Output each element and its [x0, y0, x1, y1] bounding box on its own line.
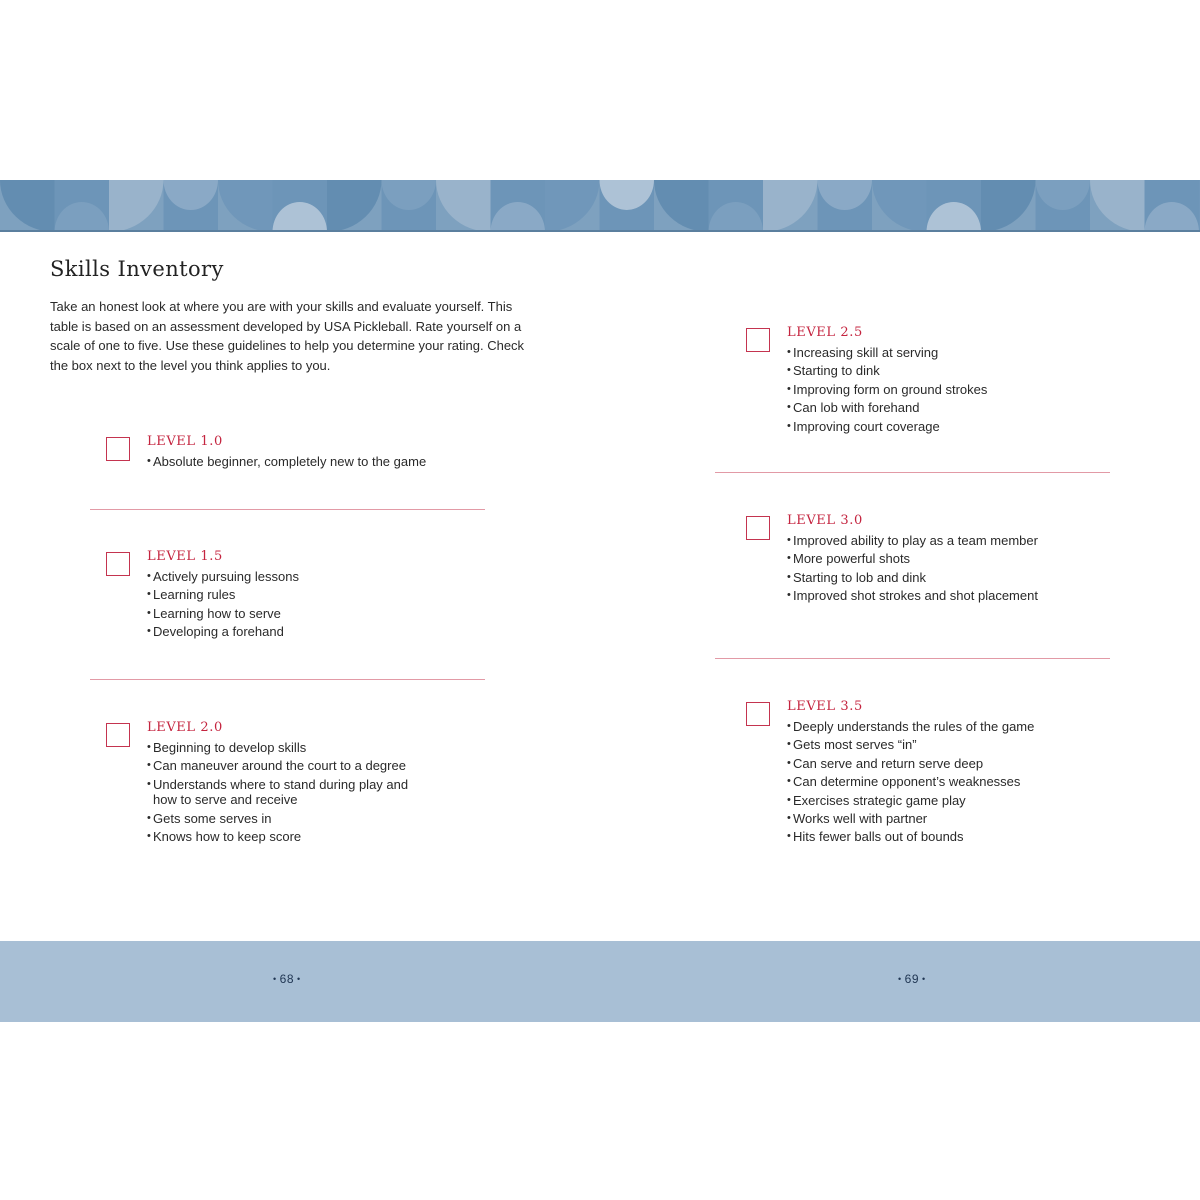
bullet-list: [787, 345, 1067, 437]
intro-paragraph: Take an honest look at where you are with your skills and evaluate yourself. This table is based on an assessment developed by USA Pickleball. Rate yourself on a scale of one to five. Use these guidelines to help you determine your rating. Check the box next to the level you think applies to you.: [50, 299, 525, 373]
list-item: • Deeply understands the rules of the game: [787, 719, 1067, 735]
decorative-banner: [0, 180, 1200, 232]
level-1-0-checkbox[interactable]: [106, 437, 130, 461]
list-item: • Developing a forehand: [147, 624, 427, 640]
level-3-0-checkbox[interactable]: [746, 516, 770, 540]
banner-bottom-edge: [0, 230, 1200, 232]
list-item: • Improving court coverage: [787, 419, 1067, 435]
footer-band: [0, 941, 1200, 1022]
level-2-5-checkbox[interactable]: [746, 328, 770, 352]
list-item: • Can maneuver around the court to a degree: [147, 758, 427, 774]
list-item: • Exercises strategic game play: [787, 793, 1067, 809]
list-item: • Improved ability to play as a team member: [787, 533, 1067, 549]
bullet-list: [147, 740, 427, 847]
list-item: • More powerful shots: [787, 551, 1067, 567]
list-item: • Can serve and return serve deep: [787, 756, 1067, 772]
list-item: • Increasing skill at serving: [787, 345, 1067, 361]
bullet-list: [787, 719, 1067, 848]
list-item: • Can determine opponent’s weaknesses: [787, 774, 1067, 790]
divider: [90, 679, 485, 680]
level-title: LEVEL 2.0: [147, 720, 223, 735]
list-item: • Learning rules: [147, 587, 427, 603]
page-number-left-value: 68: [279, 972, 295, 986]
divider: [715, 658, 1110, 659]
list-item: • Actively pursuing lessons: [147, 569, 427, 585]
bullet-list: [787, 533, 1067, 607]
list-item: • Gets some serves in: [147, 811, 427, 827]
level-title: LEVEL 3.0: [787, 513, 863, 528]
divider: [715, 472, 1110, 473]
level-title: LEVEL 3.5: [787, 699, 863, 714]
list-item: • Starting to lob and dink: [787, 570, 1067, 586]
level-title: LEVEL 1.0: [147, 434, 223, 449]
level-3-5-checkbox[interactable]: [746, 702, 770, 726]
list-item: • Works well with partner: [787, 811, 1067, 827]
list-item: • Improving form on ground strokes: [787, 382, 1067, 398]
level-title: LEVEL 2.5: [787, 325, 863, 340]
list-item: • Knows how to keep score: [147, 829, 427, 845]
level-1-5-checkbox[interactable]: [106, 552, 130, 576]
list-item: • Beginning to develop skills: [147, 740, 427, 756]
list-item: • Gets most serves “in”: [787, 737, 1067, 753]
page-number-right-value: 69: [904, 972, 920, 986]
list-item: • Starting to dink: [787, 363, 1067, 379]
page-number-right: • 69 •: [898, 972, 926, 986]
page-number-left: • 68 •: [273, 972, 301, 986]
divider: [90, 509, 485, 510]
page-title: Skills Inventory: [50, 257, 224, 281]
list-item: • Hits fewer balls out of bounds: [787, 829, 1067, 845]
list-item: • Improved shot strokes and shot placement: [787, 588, 1067, 604]
list-item: • Absolute beginner, completely new to the game: [147, 454, 427, 470]
list-item: • Can lob with forehand: [787, 400, 1067, 416]
level-title: LEVEL 1.5: [147, 549, 223, 564]
bullet-list: [147, 454, 427, 472]
list-item: • Learning how to serve: [147, 606, 427, 622]
list-item: • Understands where to stand during play and how to serve and receive: [147, 777, 427, 808]
level-2-0-checkbox[interactable]: [106, 723, 130, 747]
bullet-list: [147, 569, 427, 643]
